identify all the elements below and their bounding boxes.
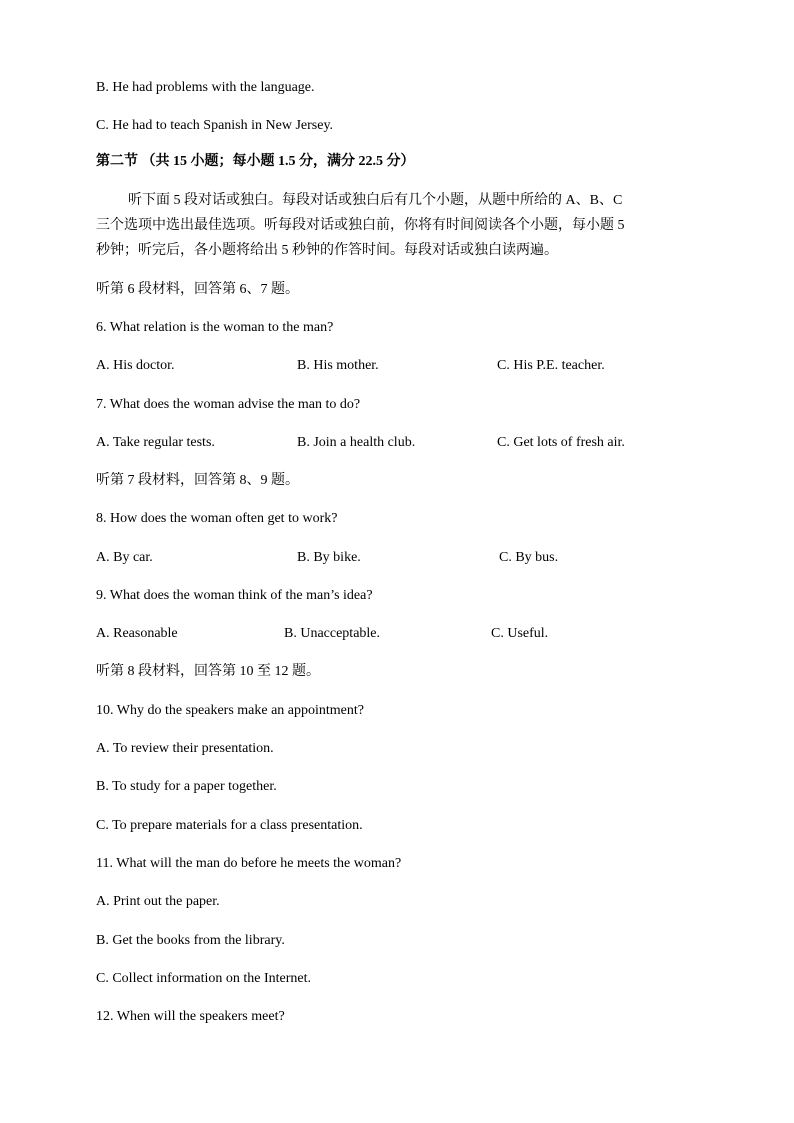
q9-option-a: A. Reasonable <box>96 626 178 641</box>
q10-option-c: C. To prepare materials for a class presentation. <box>96 818 363 833</box>
question-7: 7. What does the woman advise the man to do? <box>96 397 361 412</box>
q7-option-a: A. Take regular tests. <box>96 435 215 450</box>
question-12: 12. When will the speakers meet? <box>96 1009 285 1024</box>
group-label-7: 听第 7 段材料，回答第 8、9 题。 <box>96 473 299 488</box>
q9-option-b: B. Unacceptable. <box>284 626 381 641</box>
q8-option-c: C. By bus. <box>499 550 559 565</box>
instruction-line-1: 听下面 5 段对话或独白。每段对话或独白后有几个小题，从题中所给的 A、B、C <box>128 193 623 208</box>
instruction-line-3: 秒钟；听完后，各小题将给出 5 秒钟的作答时间。每段对话或独白读两遍。 <box>96 243 558 258</box>
q6-option-b: B. His mother. <box>297 358 379 373</box>
group-label-8: 听第 8 段材料，回答第 10 至 12 题。 <box>96 664 320 679</box>
q10-option-a: A. To review their presentation. <box>96 741 274 756</box>
group-label-6: 听第 6 段材料，回答第 6、7 题。 <box>96 282 299 297</box>
q7-option-c: C. Get lots of fresh air. <box>497 435 625 450</box>
section-heading: 第二节 （共 15 小题；每小题 1.5 分，满分 22.5 分） <box>96 154 415 169</box>
q6-option-a: A. His doctor. <box>96 358 175 373</box>
question-10: 10. Why do the speakers make an appointment? <box>96 703 364 718</box>
q11-option-b: B. Get the books from the library. <box>96 933 285 948</box>
q7-option-b: B. Join a health club. <box>297 435 416 450</box>
q8-option-a: A. By car. <box>96 550 153 565</box>
q9-option-c: C. Useful. <box>491 626 549 641</box>
question-6: 6. What relation is the woman to the man? <box>96 320 334 335</box>
q8-option-b: B. By bike. <box>297 550 361 565</box>
q11-option-a: A. Print out the paper. <box>96 894 220 909</box>
prev-option-b: B. He had problems with the language. <box>96 80 315 95</box>
question-8: 8. How does the woman often get to work? <box>96 511 338 526</box>
q11-option-c: C. Collect information on the Internet. <box>96 971 312 986</box>
question-9: 9. What does the woman think of the man’s idea? <box>96 588 373 603</box>
prev-option-c: C. He had to teach Spanish in New Jersey. <box>96 118 334 133</box>
question-11: 11. What will the man do before he meets the woman? <box>96 856 402 871</box>
q6-option-c: C. His P.E. teacher. <box>497 358 605 373</box>
q10-option-b: B. To study for a paper together. <box>96 779 277 794</box>
instruction-line-2: 三个选项中选出最佳选项。听每段对话或独白前，你将有时间阅读各个小题，每小题 5 <box>96 218 625 233</box>
